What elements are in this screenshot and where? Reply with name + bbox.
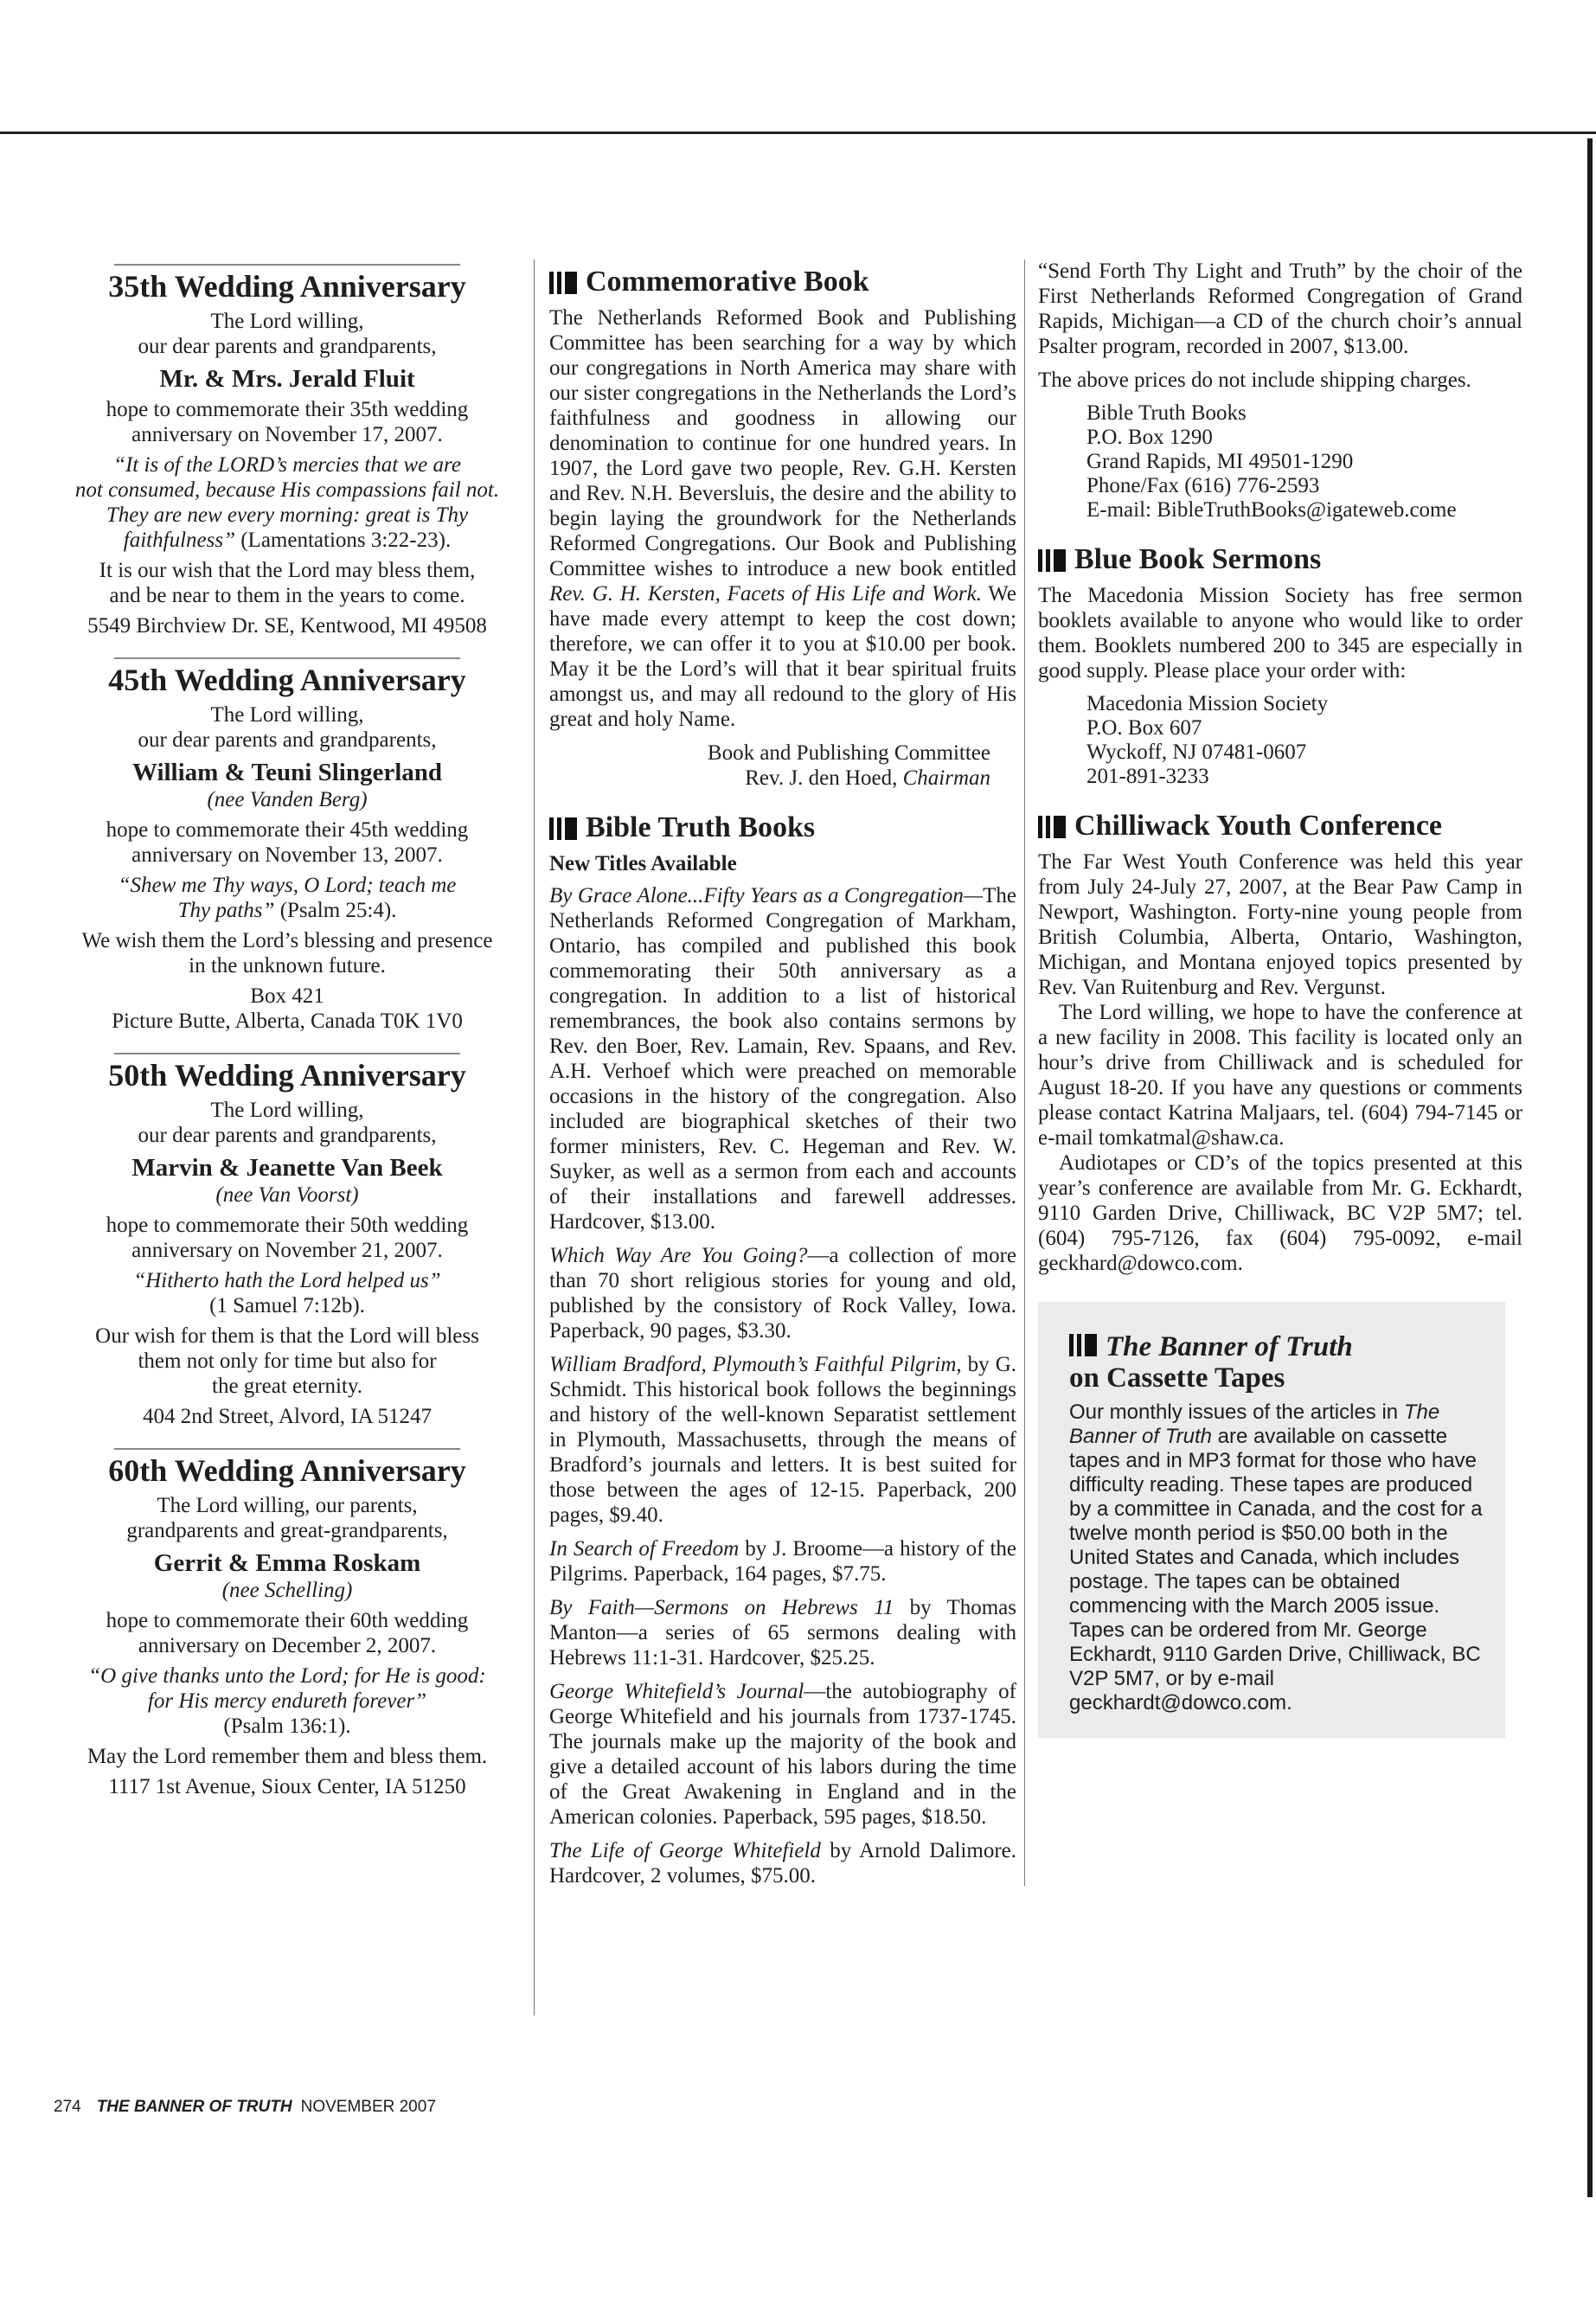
anniversary-announcement bbox=[54, 1448, 521, 1799]
anniversary-date: hope to commemorate their 50th wedding anniversary on November 21, 2007. bbox=[106, 1214, 469, 1262]
signature: Book and Publishing Committee bbox=[707, 741, 990, 765]
couple-names: Gerrit & Emma Roskam bbox=[153, 1549, 421, 1577]
maiden-name: (nee Vanden Berg) bbox=[207, 788, 368, 811]
book-description: —a collection of more than 70 short religious stories for young and old, published by the consistory of Rock Valley, Iowa. Paperback, 90 pages, $3.30. bbox=[549, 1244, 1016, 1343]
address-line: P.O. Box 607 bbox=[1086, 716, 1202, 740]
maiden-name: (nee Schelling) bbox=[221, 1579, 353, 1602]
book-title: By Grace Alone...Fifty Years as a Congregation— bbox=[549, 884, 984, 907]
book-description: —the autobiography of George Whitefield and his journals from 1737-1745. The journals make up the majority of the book and give a detailed account of his labors during the time of the Great Awakening in England and in the American colonies. Paperback, 595 pages, $18.50. bbox=[549, 1680, 1016, 1829]
bible-truth-section bbox=[549, 810, 1016, 1888]
cassette-tapes-box bbox=[1038, 1302, 1505, 1738]
page-number: 274 bbox=[54, 2098, 81, 2116]
chilliwack-paragraph: Audiotapes or CD’s of the topics presented at this year’s conference are available from Mr. G. Eckhardt, 9110 Garden Drive, Chilliwack, BC V2P 5M7; tel. (604) 795-7126, fax (604) 795-0092, e-mail geckhard@dowco.com. bbox=[1038, 1151, 1522, 1275]
address-line: Bible Truth Books bbox=[1086, 401, 1247, 425]
section-heading: Commemorative Book bbox=[549, 264, 1016, 300]
publication-title: THE BANNER OF TRUTH bbox=[96, 2098, 292, 2116]
right-column bbox=[1038, 260, 1522, 1738]
book-description: by J. Broome—a history of the Pilgrims. Paperback, 164 pages, $7.75. bbox=[549, 1537, 1016, 1586]
address-line: Phone/Fax (616) 776-2593 bbox=[1086, 474, 1320, 497]
anniversary-intro: The Lord willing, our dear parents and grandparents, bbox=[138, 703, 437, 752]
scripture-reference: (Psalm 25:4). bbox=[274, 899, 397, 922]
address-line: P.O. Box 1290 bbox=[1086, 426, 1213, 449]
book-title: The Life of George Whitefield bbox=[549, 1839, 821, 1862]
address-line: 201-891-3233 bbox=[1086, 765, 1209, 788]
section-heading: Bible Truth Books bbox=[549, 810, 1016, 846]
chairman: Rev. J. den Hoed, Chairman bbox=[745, 766, 990, 790]
divider-rule bbox=[114, 1448, 460, 1450]
scripture-quote: “Hitherto hath the Lord helped us” (1 Samuel 7:12b). bbox=[133, 1269, 441, 1317]
book-title: George Whitefield’s Journal bbox=[549, 1680, 804, 1703]
anniversary-wish: Our wish for them is that the Lord will bless them not only for time but also for the great eternity. bbox=[95, 1324, 479, 1398]
book-entry bbox=[549, 1838, 1016, 1888]
anniversary-wish: May the Lord remember them and bless them. bbox=[87, 1745, 488, 1768]
anniversary-title: 50th Wedding Anniversary bbox=[108, 1058, 466, 1093]
anniversary-intro: The Lord willing, our parents, grandparents and great-grandparents, bbox=[126, 1494, 448, 1542]
book-description: by G. Schmidt. This historical book follows the beginnings and history of the well-known Separatist settlement in Plymouth, Massachusetts, through the means of Bradford’s journals and letters. It is best suited for those between the ages of 12-15. Paperback, 200 pages, $9.40. bbox=[549, 1353, 1016, 1527]
address-line: Macedonia Mission Society bbox=[1086, 692, 1329, 715]
anniversary-address: 404 2nd Street, Alvord, IA 51247 bbox=[142, 1405, 432, 1428]
scripture-quote: “Shew me Thy ways, O Lord; teach me Thy paths” (Psalm 25:4). bbox=[118, 874, 457, 922]
scripture-reference: (Lamentations 3:22-23). bbox=[234, 529, 452, 552]
scripture-quote: “It is of the LORD’s mercies that we are not consumed, because His compassions fail not. They are new every morning: great is Thy faithfulness” (Lamentations 3:22-23). bbox=[74, 453, 500, 552]
book-entry bbox=[549, 1352, 1016, 1528]
section-bars-icon bbox=[1069, 1334, 1099, 1356]
page-edge bbox=[1587, 138, 1593, 2197]
book-entry bbox=[549, 1595, 1016, 1670]
anniversary-title: 35th Wedding Anniversary bbox=[108, 269, 466, 304]
chilliwack-paragraph: The Lord willing, we hope to have the conference at a new facility in 2008. This facility is located only an hour’s drive from Chilliwack and is scheduled for August 18-20. If you have any questions or comments please contact Katrina Maljaars, tel. (604) 794-7145 or e-mail tomkatmal@shaw.ca. bbox=[1038, 1001, 1522, 1150]
anniversary-intro: The Lord willing, our dear parents and grandparents, bbox=[138, 1099, 437, 1147]
choir-cd-text: “Send Forth Thy Light and Truth” by the choir of the First Netherlands Reformed Congregation of Grand Rapids, Michigan—a CD of the church choir’s annual Psalter program, recorded in 2007, $13.00. bbox=[1038, 260, 1522, 358]
book-entry bbox=[549, 883, 1016, 1234]
anniversary-date: hope to commemorate their 45th wedding anniversary on November 13, 2007. bbox=[106, 818, 469, 867]
address-line: Wyckoff, NJ 07481-0607 bbox=[1086, 740, 1307, 764]
choir-cd-section bbox=[1038, 259, 1522, 522]
address-block bbox=[1086, 401, 1522, 522]
section-bars-icon bbox=[1038, 549, 1067, 572]
anniversaries-column bbox=[54, 264, 521, 1818]
book-title: By Faith—Sermons on Hebrews 11 bbox=[549, 1596, 894, 1619]
section-heading: Blue Book Sermons bbox=[1038, 542, 1522, 578]
column-divider bbox=[534, 260, 535, 2016]
scripture-quote: “O give thanks unto the Lord; for He is good: for His mercy endureth forever” (Psalm 136:1). bbox=[88, 1664, 486, 1738]
divider-rule bbox=[114, 1053, 460, 1054]
subheading: New Titles Available bbox=[549, 852, 737, 875]
blue-book-text: The Macedonia Mission Society has free sermon booklets available to anyone who would like to order them. Booklets numbered 200 to 345 are especially in good supply. Please place your order with: bbox=[1038, 584, 1522, 683]
anniversary-announcement bbox=[54, 657, 521, 1034]
book-entry bbox=[549, 1243, 1016, 1343]
couple-names: Mr. & Mrs. Jerald Fluit bbox=[159, 365, 415, 393]
chilliwack-paragraph: The Far West Youth Conference was held this year from July 24-July 27, 2007, at the Bear Paw Camp in Newport, Washington. Forty-nine young people from British Columbia, Alberta, Ontario, Washington, Michigan, and Montana enjoyed topics presented by Rev. Van Ruitenburg and Rev. Vergunst. bbox=[1038, 850, 1522, 999]
couple-names: William & Teuni Slingerland bbox=[131, 759, 443, 786]
address-line: Grand Rapids, MI 49501-1290 bbox=[1086, 450, 1354, 473]
anniversary-address: 1117 1st Avenue, Sioux Center, IA 51250 bbox=[108, 1775, 466, 1798]
column-divider bbox=[1024, 260, 1025, 1886]
page-footer bbox=[54, 2098, 436, 2117]
book-title: Which Way Are You Going? bbox=[549, 1244, 808, 1267]
book-description: by Thomas Manton—a series of 65 sermons dealing with Hebrews 11:1-31. Hardcover, $25.25. bbox=[549, 1596, 1017, 1670]
scripture-reference: (1 Samuel 7:12b). bbox=[209, 1294, 365, 1317]
couple-names: Marvin & Jeanette Van Beek bbox=[131, 1154, 443, 1182]
section-bars-icon bbox=[1038, 816, 1067, 838]
anniversary-announcement bbox=[54, 264, 521, 638]
anniversary-announcement bbox=[54, 1053, 521, 1429]
prices-note: The above prices do not include shipping charges. bbox=[1038, 369, 1471, 392]
commemorative-section bbox=[549, 264, 1016, 791]
section-bars-icon bbox=[549, 817, 579, 840]
issue-date: NOVEMBER 2007 bbox=[300, 2098, 436, 2116]
commemorative-text: The Netherlands Reformed Book and Publishing Committee has been searching for a way by which our congregations in North America may share with our sister congregations in the Netherlands the Lord’s faithfulness and goodness in allowing our denomination to continue for one hundred years. In 1907, the Lord gave two people, Rev. G.H. Kersten and Rev. N.H. Beversluis, the desire and the ability to begin laying the groundwork for the Netherlands Reformed Congregations. Our Book and Publishing Committee wishes to introduce a new book entitled Rev. G. H. Kersten, Facets of His Life and Work. We have made every attempt to keep the cost down; therefore, we can offer it to you at $10.00 per book. May it be the Lord’s will that it bear spiritual fruits amongst us, and may all redound to the glory of His great and holy Name. bbox=[549, 306, 1016, 731]
box-text: Our monthly issues of the articles in The Banner of Truth are available on cassette tapes and in MP3 format for those who have difficulty reading. These tapes are produced by a committee in Canada, and the cost for a twelve month period is $50.00 both in the United States and Canada, which includes postage. The tapes can be obtained commencing with the March 2005 issue. Tapes can be ordered from Mr. George Eckhardt, 9110 Garden Drive, Chilliwack, BC V2P 5M7, or by e-mail geckhardt@dowco.com. bbox=[1069, 1400, 1483, 1715]
chilliwack-section bbox=[1038, 808, 1522, 1276]
book-description: The Netherlands Reformed Congregation of Markham, Ontario, has compiled and published this book commemorating their 50th anniversary as a congregation. In addition to a list of historical remembrances, the book also contains sermons by Rev. den Boer, Rev. Lamain, Rev. Spaans, and Rev. A.H. Verhoef which were preached on memorable occasions in the history of the congregation. Also included are biographical sketches of their two former ministers, Rev. C. Hegeman and Rev. W. Suyker, as well as a sermon from each and accounts of their installations and farewell addresses. Hardcover, $13.00. bbox=[549, 884, 1016, 1234]
divider-rule bbox=[114, 264, 460, 266]
anniversary-date: hope to commemorate their 60th wedding anniversary on December 2, 2007. bbox=[106, 1609, 469, 1657]
book-entry bbox=[549, 1536, 1016, 1586]
box-heading: The Banner of Truth on Cassette Tapes bbox=[1069, 1331, 1353, 1394]
book-description: by Arnold Dalimore. Hardcover, 2 volumes, $75.00. bbox=[549, 1839, 1016, 1888]
anniversary-address: Box 421 Picture Butte, Alberta, Canada T0K 1V0 bbox=[112, 984, 463, 1033]
address-block bbox=[1086, 692, 1522, 789]
address-line: E-mail: BibleTruthBooks@igateweb.come bbox=[1086, 498, 1457, 522]
book-title: William Bradford, Plymouth’s Faithful Pilgrim, bbox=[549, 1353, 962, 1376]
divider-rule bbox=[114, 657, 460, 659]
top-rule bbox=[0, 131, 1596, 134]
scripture-reference: (Psalm 136:1). bbox=[223, 1715, 351, 1738]
maiden-name: (nee Van Voorst) bbox=[215, 1183, 359, 1207]
anniversary-wish: We wish them the Lord’s blessing and presence in the unknown future. bbox=[81, 929, 493, 977]
anniversary-address: 5549 Birchview Dr. SE, Kentwood, MI 49508 bbox=[87, 614, 487, 638]
book-entry bbox=[549, 1679, 1016, 1830]
middle-column bbox=[549, 264, 1016, 1907]
section-heading: Chilliwack Youth Conference bbox=[1038, 808, 1522, 844]
anniversary-date: hope to commemorate their 35th wedding anniversary on November 17, 2007. bbox=[106, 398, 469, 446]
anniversary-wish: It is our wish that the Lord may bless them, and be near to them in the years to come. bbox=[99, 559, 476, 607]
section-bars-icon bbox=[549, 272, 579, 294]
anniversary-intro: The Lord willing, our dear parents and grandparents, bbox=[138, 310, 437, 358]
anniversary-title: 45th Wedding Anniversary bbox=[108, 663, 466, 697]
anniversary-title: 60th Wedding Anniversary bbox=[108, 1453, 466, 1488]
blue-book-section bbox=[1038, 542, 1522, 789]
book-title: In Search of Freedom bbox=[549, 1537, 740, 1561]
